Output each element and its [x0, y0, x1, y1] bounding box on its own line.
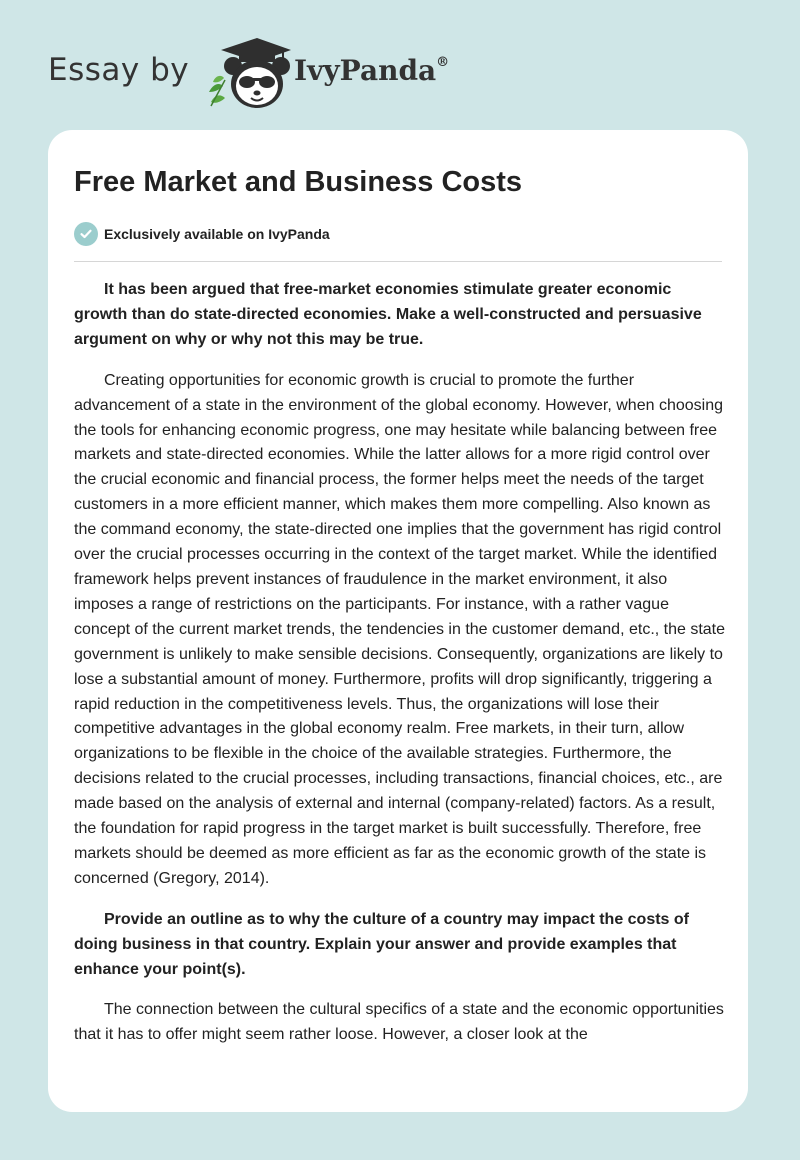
exclusive-badge	[74, 222, 330, 246]
exclusive-badge-label: Exclusively available on IvyPanda	[104, 226, 330, 242]
body-paragraph: The connection between the cultural specifics of a state and the economic opportunities that it has to offer might seem rather loose. However, a closer look at the	[74, 1001, 724, 1044]
body-paragraph: Creating opportunities for economic growth is crucial to promote the further advancement of a state in the environment of the global economy. However, when choosing the tools for enhancing economic progress, one may hesitate while balancing between free markets and state-directed economies. While the latter allows for a more rigid control over the crucial economic and financial process, the former helps meet the needs of the target customers in a more efficient manner, which makes them more compelling. Also known as the command economy, the state-directed one implies that the government has rigid control over the crucial processes occurring in the context of the target market. While the identified framework helps prevent instances of fraudulence in the market environment, it also imposes a range of restrictions on the participants. For instance, with a rather vague concept of the current market trends, the tendencies in the customer demand, etc., the state government is unlikely to make sensible decisions. Consequently, organizations are likely to lose a substantial amount of money. Furthermore, profits will drop significantly, triggering a rapid reduction in the competitiveness levels. Thus, the organizations will lose their competitive advantages in the global economy realm. Free markets, in their turn, allow organizations to be flexible in the choice of the available strategies. Furthermore, the decisions related to the crucial processes, including transactions, financial choices, etc., are made based on the analysis of external and internal (company-related) factors. As a result, the foundation for rapid progress in the target market is built successfully. Therefore, free markets should be deemed as more efficient as far as the economic growth of the state is concerned (Gregory, 2014).	[74, 371, 726, 887]
checkmark-icon	[74, 222, 98, 246]
panda-logo-icon[interactable]	[203, 36, 293, 110]
leaf-icon	[209, 76, 225, 106]
brand-name: IvyPanda®	[294, 54, 450, 87]
essay-card	[48, 130, 748, 1112]
question-paragraph: Provide an outline as to why the culture of a country may impact the costs of doing business in that country. Explain your answer and provide examples that enhance your point(s).	[74, 910, 689, 978]
site-header	[48, 36, 468, 108]
essay-body	[74, 278, 726, 1064]
divider	[74, 261, 722, 262]
registered-mark: ®	[436, 54, 450, 70]
essay-title: Free Market and Business Costs	[74, 166, 523, 198]
question-paragraph: It has been argued that free-market economies stimulate greater economic growth than do state-directed economies. Make a well-constructed and persuasive argument on why or why not this may be true.	[74, 281, 702, 348]
essay-by-label: Essay by	[48, 52, 190, 88]
